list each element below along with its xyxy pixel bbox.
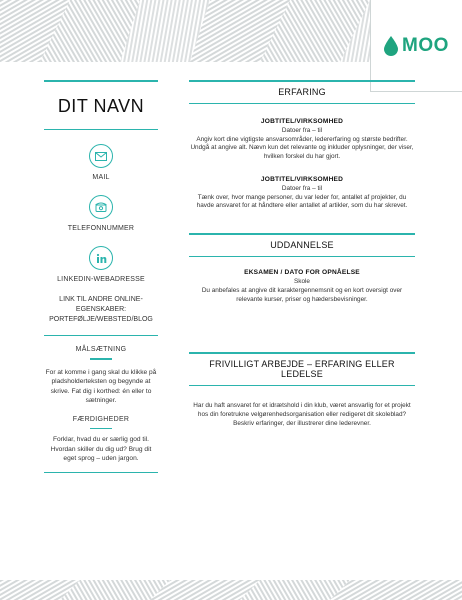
job-dates: Datoer fra – til	[281, 184, 323, 192]
job-entry	[189, 176, 415, 211]
job-description: Tænk over, hvor mange personer, du var leder for, antallet af projekter, du havde ansvaret for at håndtere eller antallet af artikler, som du har skrevet.	[196, 193, 408, 210]
phone-icon	[89, 195, 113, 219]
candidate-name: DIT NAVN	[57, 96, 145, 116]
linkedin-icon	[89, 246, 113, 270]
job-title: JOBTITEL/VIRKSOMHED	[260, 118, 344, 125]
main-content	[189, 80, 415, 429]
volunteer-heading: FRIVILLIGT ARBEJDE – ERFARING ELLER LEDELSE	[189, 352, 415, 386]
skills-text: Forklar, hvad du er særlig god til. Hvordan skiller du dig ud? Brug dit eget sprog – uden jargon.	[50, 436, 152, 462]
education-heading: UDDANNELSE	[189, 233, 415, 257]
education-entry	[189, 269, 415, 304]
job-title: JOBTITEL/VIRKSOMHED	[260, 175, 344, 183]
contact-linkedin	[44, 246, 158, 283]
divider	[44, 80, 158, 82]
linkedin-label[interactable]: LINKEDIN-WEBADRESSE	[57, 276, 145, 283]
skills-title: FÆRDIGHEDER	[72, 415, 130, 423]
education-description: Du anbefales at angive dit karaktergennemsnit og en kort oversigt over relevante kurser, priser og hædersbevisninger.	[201, 286, 403, 303]
accent-dash	[90, 428, 112, 430]
divider	[44, 472, 158, 473]
job-dates: Datoer fra – til	[281, 126, 323, 134]
volunteer-description: Har du haft ansvaret for et idrætshold i din klub, været ansvarlig for et projekt hos din foretrukne velgørenhedsorganisation eller redigeret dit skoleblad? Beskriv erfaringer, der illustrerer dine lederevner.	[193, 402, 411, 427]
job-entry	[189, 118, 415, 162]
drop-logo-icon	[384, 36, 398, 56]
contact-mail	[44, 144, 158, 181]
online-links[interactable]: LINK TIL ANDRE ONLINE-EGENSKABER: PORTEFØLJE/WEBSTED/BLOG	[49, 296, 153, 323]
divider	[44, 129, 158, 130]
accent-dash	[90, 358, 112, 360]
school-name: Skole	[294, 277, 310, 285]
volunteer-entry	[189, 402, 415, 428]
divider	[44, 335, 158, 336]
objective-text: For at komme i gang skal du klikke på pladsholderteksten og begynde at skrive. Fat dig i korthed: én eller to sætninger.	[45, 368, 157, 404]
bottom-pattern-band	[0, 580, 462, 600]
mail-icon	[89, 144, 113, 168]
contact-phone	[44, 195, 158, 232]
sidebar	[44, 80, 158, 473]
logo-text: MOO	[402, 34, 449, 56]
job-description: Angiv kort dine vigtigste ansvarsområder, ledererfaring og største bedrifter. Undgå at angive alt. Nævn kun det relevante og inkluder oplysninger, der viser, hvilken forskel du har gjort.	[190, 135, 414, 161]
degree-title: EKSAMEN / DATO FOR OPNÅELSE	[244, 269, 360, 277]
mail-label[interactable]: MAIL	[92, 174, 110, 181]
experience-heading: ERFARING	[189, 80, 415, 104]
phone-label[interactable]: TELEFONNUMMER	[67, 225, 135, 232]
logo	[370, 0, 462, 92]
objective-title: MÅLSÆTNING	[75, 346, 127, 353]
